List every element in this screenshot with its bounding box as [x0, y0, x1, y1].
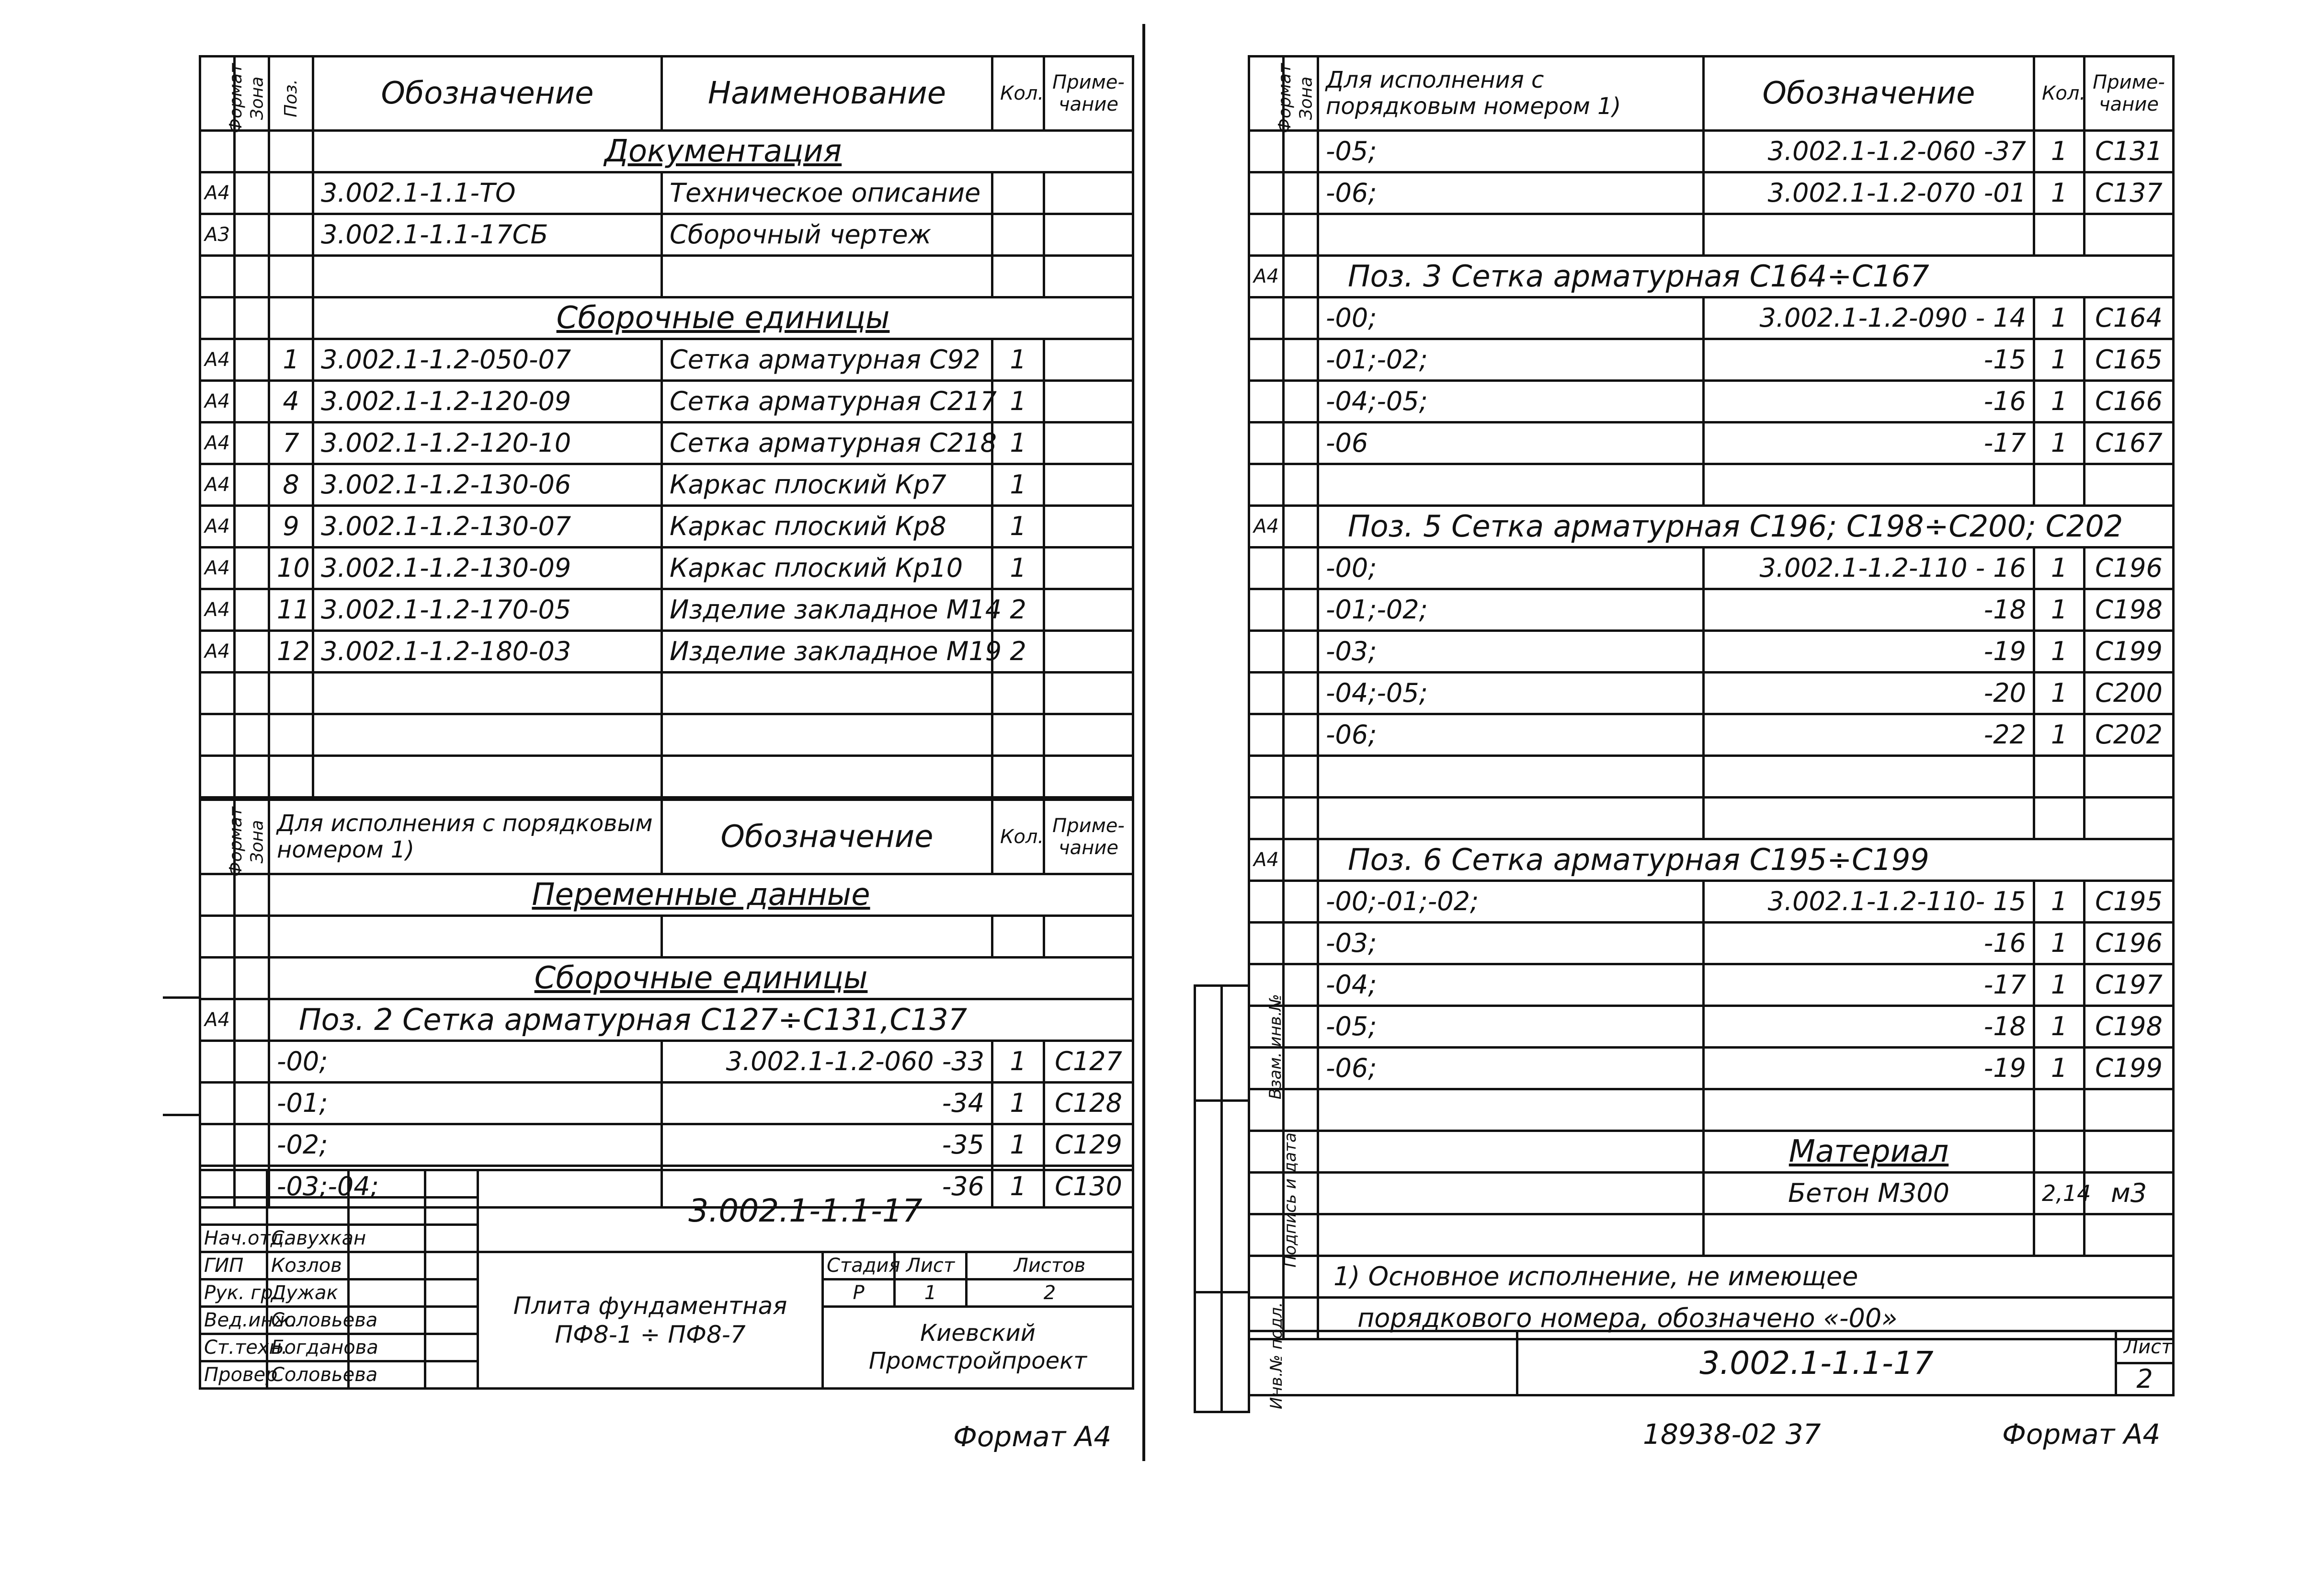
table-row: А4 12 3.002.1-1.2-180-03 Изделие закладное М19 2 — [200, 631, 1133, 673]
pos-5-row: А4 Поз. 5 Сетка арматурная С196; С198÷С200; С202 — [1249, 506, 2174, 548]
table-row: А4 10 3.002.1-1.2-130-09 Каркас плоский Кр10 1 — [200, 548, 1133, 589]
section-title: Документация — [313, 131, 1133, 172]
table-row: -04;-05; -16 1 С166 — [1249, 381, 2174, 423]
col-format: Формат — [200, 57, 235, 131]
left-variant-table — [199, 799, 1134, 1209]
side-stamp: Взам. инв.№ Подпись и дата Инв.№ подл. — [1194, 984, 1248, 1411]
blank-row — [1249, 1089, 2174, 1131]
section-variable-data — [200, 874, 1133, 916]
table-row: -01;-02; -18 1 С198 — [1249, 589, 2174, 631]
col-variant: Для исполнения с порядковым номером 1) — [269, 800, 662, 874]
col-name: Наименование — [662, 57, 992, 131]
signature — [349, 1280, 425, 1307]
table-row: -04; -17 1 С197 — [1249, 964, 2174, 1006]
blank-row — [1249, 214, 2174, 256]
sheet-value: 1 — [895, 1280, 967, 1307]
table-row: А4 3.002.1-1.1-ТО Техническое описание — [200, 172, 1133, 214]
pos-6-row: А4 Поз. 6 Сетка арматурная С195÷С199 — [1249, 839, 2174, 881]
col-note: Приме-чание — [1044, 800, 1133, 874]
blank-row — [200, 756, 1133, 798]
fold-line — [1142, 24, 1145, 1461]
section-title: Сборочные единицы — [313, 297, 1133, 339]
col-qty: Кол. — [992, 57, 1044, 131]
stamp-person-row: Нач.отд. Савухкан — [200, 1225, 1133, 1252]
table-row: -03; -19 1 С199 — [1249, 631, 2174, 673]
organization: Киевский Промстройпроект — [823, 1307, 1133, 1389]
section-title: Сборочные единицы — [269, 958, 1133, 999]
blank-row — [200, 256, 1133, 297]
col-note: Приме-чание — [2085, 57, 2174, 131]
col-zone: Зона — [235, 57, 269, 131]
table-row: -00; 3.002.1-1.2-110 - 16 1 С196 — [1249, 548, 2174, 589]
col-designation: Обозначение — [662, 800, 992, 874]
margin-tick — [163, 996, 199, 999]
col-zone: Зона — [1284, 57, 1318, 131]
blank-row — [1249, 756, 2174, 798]
title-block — [199, 1169, 1132, 1390]
table-row: -02; -35 1 С129 — [200, 1124, 1133, 1166]
table-row: -00; 3.002.1-1.2-090 - 14 1 С164 — [1249, 297, 2174, 339]
table-row: -01; -34 1 С128 — [200, 1083, 1133, 1124]
table-row: -01;-02; -15 1 С165 — [1249, 339, 2174, 381]
col-format: Формат — [1249, 57, 1284, 131]
table-row: -03;-04; -36 1 С130 — [200, 1166, 1133, 1208]
left-spec-table — [199, 55, 1134, 799]
format-note-right: Формат А4 — [2002, 1418, 2161, 1451]
pos-2-row: А4 Поз. 2 Сетка арматурная С127÷С131,С137 — [200, 999, 1133, 1041]
document-title: Плита фундаментная ПФ8-1 ÷ ПФ8-7 — [478, 1252, 823, 1389]
left-header-row — [200, 57, 1133, 131]
table-row: А4 11 3.002.1-1.2-170-05 Изделие закладное М14 2 — [200, 589, 1133, 631]
section-documentation — [200, 131, 1133, 172]
left-header2-row — [200, 800, 1133, 874]
col-qty: Кол. — [992, 800, 1044, 874]
document-code: 3.002.1-1.1-17 — [1517, 1331, 2116, 1395]
materials-title-row — [1249, 1131, 2174, 1173]
sheet-number: 2 — [2116, 1363, 2174, 1395]
right-title-block: 3.002.1-1.1-17 Лист 2 — [1248, 1330, 2172, 1396]
footnote: 1) Основное исполнение, не имеющее — [1318, 1256, 2174, 1298]
stamp-person-row: Ст.техн. Богданова — [200, 1334, 1133, 1361]
table-row: -06; -19 1 С199 — [1249, 1048, 2174, 1089]
section-assembly-units-2 — [200, 958, 1133, 999]
table-row: А4 1 3.002.1-1.2-050-07 Сетка арматурная С92 1 — [200, 339, 1133, 381]
col-variant: Для исполнения с порядковым номером 1) — [1318, 57, 1704, 131]
table-row: -04;-05; -20 1 С200 — [1249, 673, 2174, 714]
section-title: Переменные данные — [269, 874, 1133, 916]
table-row: А4 9 3.002.1-1.2-130-07 Каркас плоский Кр8 1 — [200, 506, 1133, 548]
stamp-person-row: Рук. гр. Дужак Р 1 2 — [200, 1280, 1133, 1307]
section-title: Материал — [1704, 1131, 2034, 1173]
footnote: порядкового номера, обозначено «-00» — [1318, 1298, 2174, 1339]
col-qty: Кол. — [2034, 57, 2085, 131]
stamp-person-row: Провер Соловьева — [200, 1361, 1133, 1389]
table-row: -06; -22 1 С202 — [1249, 714, 2174, 756]
blank-row — [1249, 798, 2174, 839]
table-row: -05; -18 1 С198 — [1249, 1006, 2174, 1048]
left-sheet — [199, 55, 1132, 1209]
right-header-row — [1249, 57, 2174, 131]
col-zone: Зона — [235, 800, 269, 874]
document-code: 3.002.1-1.1-17 — [478, 1170, 1133, 1252]
col-note: Приме-чание — [1044, 57, 1133, 131]
footnote-row-1 — [1249, 1256, 2174, 1298]
stamp-person-row: ГИП Козлов Плита фундаментная ПФ8-1 ÷ ПФ8-7 Стадия Лист Листов — [200, 1252, 1133, 1280]
table-row: А3 3.002.1-1.1-17СБ Сборочный чертеж — [200, 214, 1133, 256]
blank-row — [200, 916, 1133, 958]
blank-row — [200, 714, 1133, 756]
title-block-table — [199, 1169, 1134, 1390]
archive-number: 18938-02 37 — [1643, 1418, 1821, 1451]
stamp-person-row: Вед.инж. Соловьева Киевский Промстройпроект — [200, 1307, 1133, 1334]
signature — [349, 1252, 425, 1280]
table-row: -00; 3.002.1-1.2-060 -33 1 С127 — [200, 1041, 1133, 1083]
stage-value: Р — [823, 1280, 895, 1307]
table-row: А4 7 3.002.1-1.2-120-10 Сетка арматурная С218 1 — [200, 423, 1133, 464]
pos-3-row: А4 Поз. 3 Сетка арматурная С164÷С167 — [1249, 256, 2174, 297]
table-row: -05; 3.002.1-1.2-060 -37 1 С131 — [1249, 131, 2174, 172]
materials-row: Бетон М300 2,14 м3 — [1249, 1173, 2174, 1214]
table-row: А4 4 3.002.1-1.2-120-09 Сетка арматурная С217 1 — [200, 381, 1133, 423]
col-pos: Поз. — [269, 57, 313, 131]
section-assembly-units — [200, 297, 1133, 339]
table-row: -00;-01;-02; 3.002.1-1.2-110- 15 1 С195 — [1249, 881, 2174, 923]
table-row: -03; -16 1 С196 — [1249, 923, 2174, 964]
blank-row — [1249, 464, 2174, 506]
right-spec-table — [1248, 55, 2175, 1340]
format-note-left: Формат А4 — [953, 1420, 1112, 1453]
col-format: Формат — [200, 800, 235, 874]
table-row: -06; 3.002.1-1.2-070 -01 1 С137 — [1249, 172, 2174, 214]
table-row: -06 -17 1 С167 — [1249, 423, 2174, 464]
sheets-value: 2 — [967, 1280, 1133, 1307]
col-designation: Обозначение — [313, 57, 662, 131]
right-sheet — [1248, 55, 2172, 1340]
table-row: А4 8 3.002.1-1.2-130-06 Каркас плоский Кр7 1 — [200, 464, 1133, 506]
margin-tick — [163, 1114, 199, 1116]
blank-row — [1249, 1214, 2174, 1256]
blank-row — [200, 673, 1133, 714]
col-designation: Обозначение — [1704, 57, 2034, 131]
